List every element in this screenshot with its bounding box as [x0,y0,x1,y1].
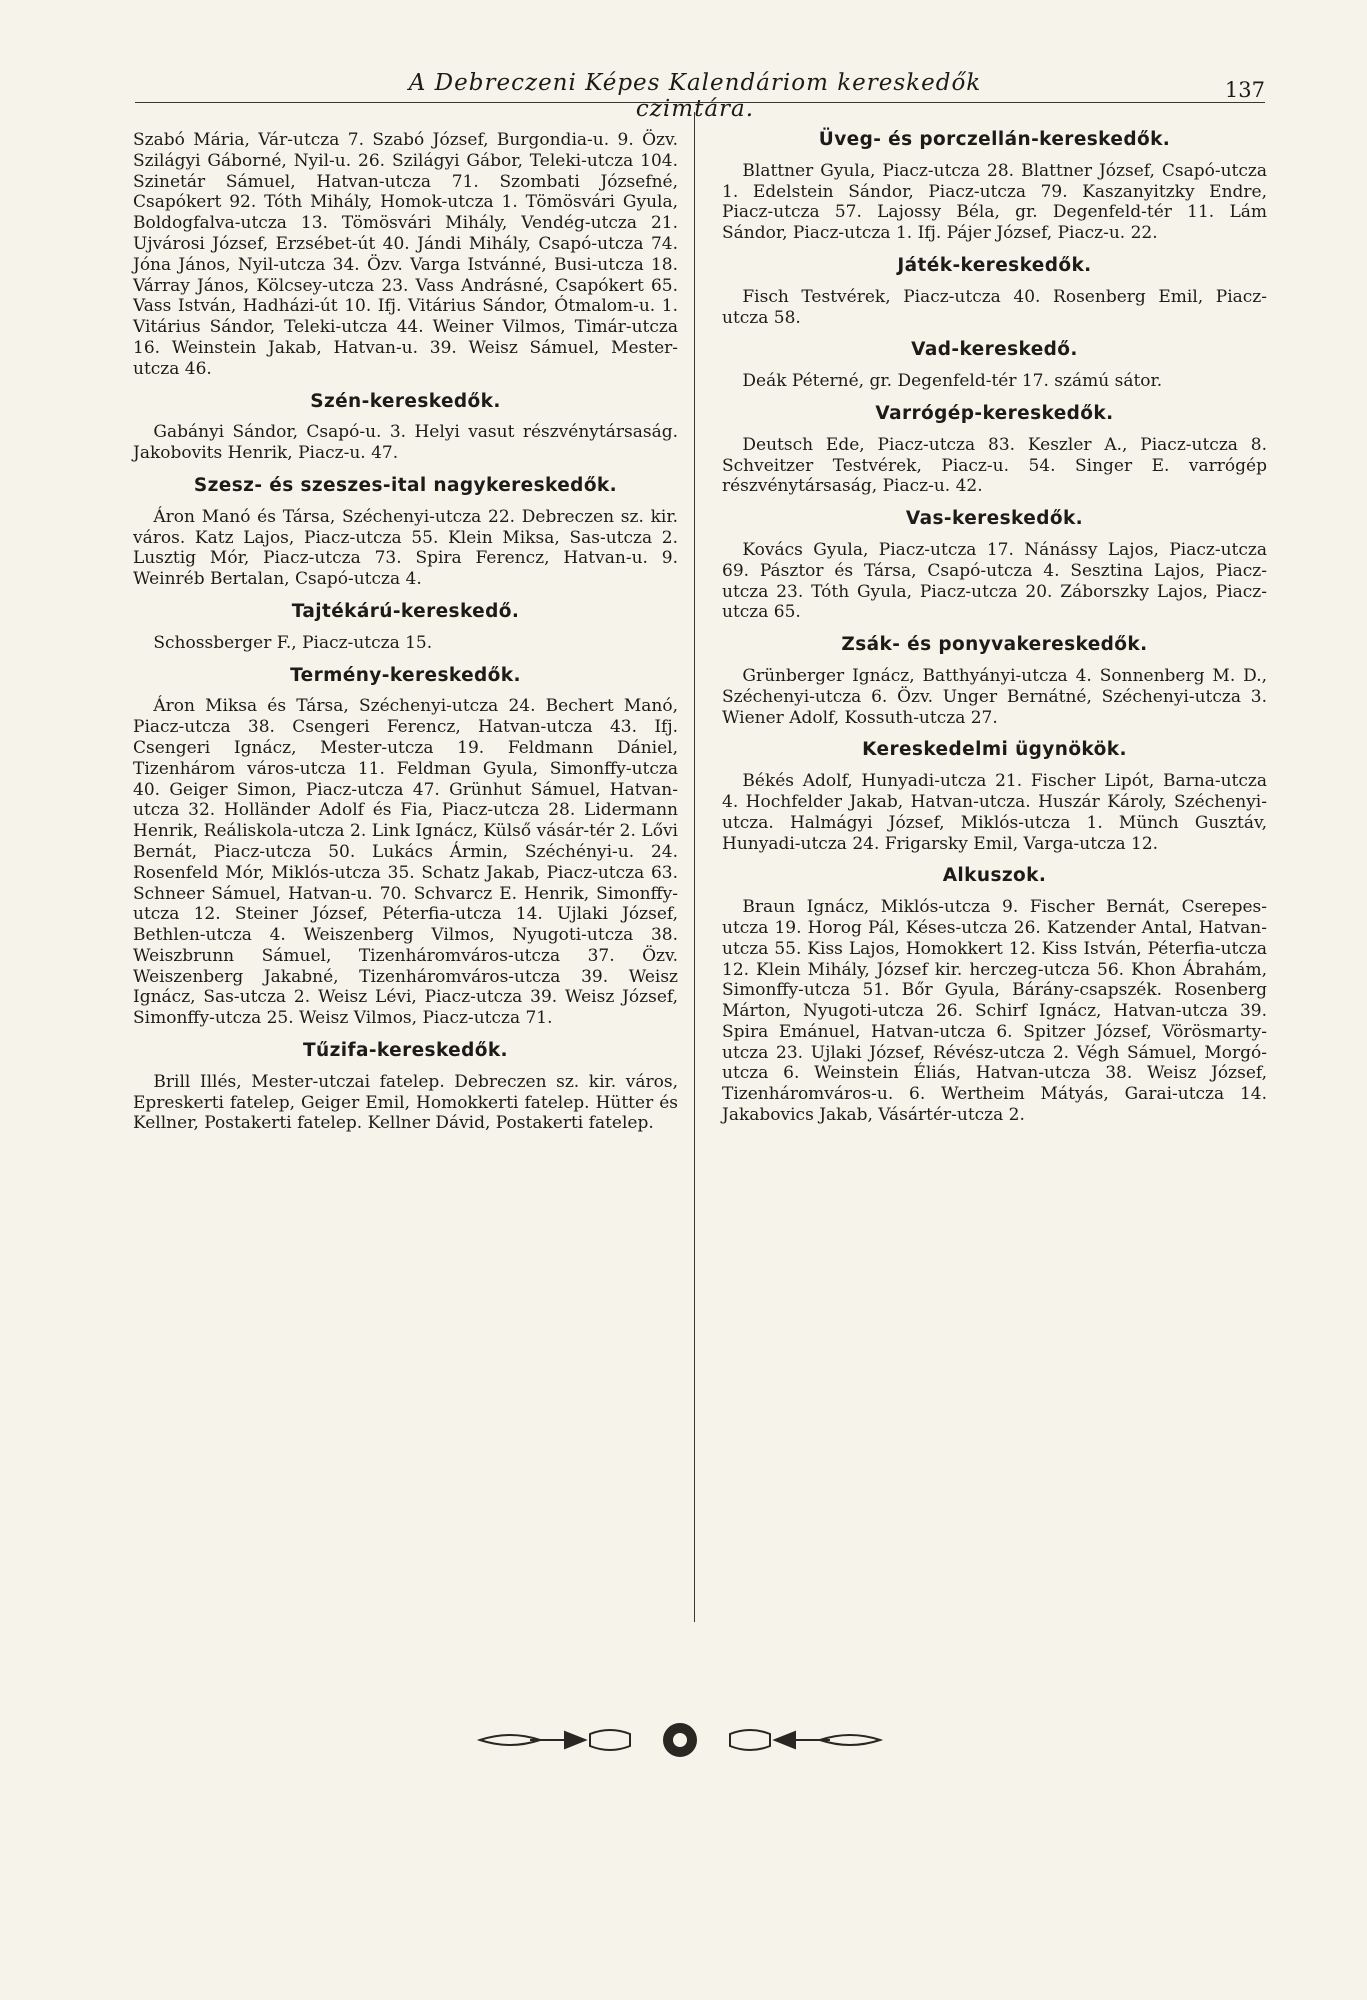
section-jatek-kereskedok [722,256,1267,328]
section-vad-kereskedo [722,340,1267,392]
decorative-tailpiece-icon [470,1720,890,1760]
section-heading: Játék-kereskedők. [897,254,1092,276]
page-header [135,70,1265,122]
section-text: Kovács Gyula, Piacz-utcza 17. Nánássy Lajos, Piacz-utcza 69. Pásztor és Társa, Csapó-utcza 4. Sesztina Lajos, Piacz-utcza 23. Tóth Gyula, Piacz-utcza 20. Záborszky Lajos, Piacz-utcza 65. [722,539,1267,623]
section-text: Braun Ignácz, Miklós-utcza 9. Fischer Bernát, Cserepes-utcza 19. Horog Pál, Késes-utcza 26. Katzender Antal, Hatvan-utcza 55. Kiss Lajos, Homokkert 12. Kiss István, Péterfia-utcza 12. Klein Mihály, József kir. herczeg-utcza 56. Khon Ábrahám, Simonffy-utcza 51. Bőr Gyula, Bárány-csapszék. Rosenberg Márton, Nyugoti-utcza 26. Schirf Ignácz, Hatvan-utcza 39. Spira Emánuel, Hatvan-utcza 6. Spitzer József, Vörösmarty-utcza 23. Ujlaki József, Révész-utcza 2. Végh Sámuel, Morgó-utcza 6. Weinstein Éliás, Hatvan-utcza 38. Weisz József, Tizenháromváros-u. 6. Wertheim Mátyás, Garai-utcza 14. Jakabovics Jakab, Vásártér-utcza 2. [722,897,1267,1126]
section-tajtekaru-kereskedo [133,602,678,654]
section-text: Gabányi Sándor, Csapó-u. 3. Helyi vasut részvénytársaság. Jakobovits Henrik, Piacz-u. 47. [133,422,678,464]
section-text: Áron Miksa és Társa, Széchenyi-utcza 24. Bechert Manó, Piacz-utcza 38. Csengeri Ferencz, Hatvan-utcza 43. Ifj. Csengeri Ignácz, Mester-utcza 19. Feldmann Dániel, Tizenhárom város-utcza 11. Feldman Gyula, Simonffy-utcza 40. Geiger Simon, Piacz-utcza 47. Grünhut Sámuel, Hatvan-utcza 32. Holländer Adolf és Fia, Piacz-utcza 28. Lidermann Henrik, Reáliskola-utcza 2. Link Ignácz, Külső vásár-tér 2. Lővi Bernát, Piacz-utcza 50. Lukács Ármin, Széchényi-u. 24. Rosenfeld Mór, Miklós-utcza 35. Schatz Jakab, Piacz-utcza 63. Schneer Sámuel, Hatvan-u. 70. Schvarcz E. Henrik, Simonffy-utcza 12. Steiner József, Péterfia-utcza 14. Ujlaki József, Bethlen-utcza 4. Weiszenberg Vilmos, Nyugoti-utcza 38. Weiszbrunn Sámuel, Tizenháromváros-utcza 37. Özv. Weiszenberg Jakabné, Tizenháromváros-utcza 39. Weisz Ignácz, Sas-utcza 2. Weisz Lévi, Piacz-utcza 39. Weisz József, Simonffy-utcza 25. Weisz Vilmos, Piacz-utcza 71. [133,696,678,1029]
section-vas-kereskedok [722,509,1267,623]
section-heading: Varrógép-kereskedők. [875,402,1114,424]
section-heading: Tajtékárú-kereskedő. [291,600,520,622]
section-heading: Zsák- és ponyvakereskedők. [841,634,1148,656]
right-column [722,130,1267,1138]
section-heading: Tűzifa-kereskedők. [303,1040,508,1062]
section-text: Brill Illés, Mester-utczai fatelep. Debreczen sz. kir. város, Epreskerti fatelep, Geiger Emil, Homokkerti fatelep. Hütter és Kellner, Postakerti fatelep. Kellner Dávid, Postakerti fatelep. [133,1071,678,1134]
section-heading: Üveg- és porczellán-kereskedők. [818,129,1171,150]
section-kereskedelmi-ugynokok [722,740,1267,854]
running-title: A Debreczeni Képes Kalendáriom kereskedők czimtára. [408,70,982,122]
section-alkuszok [722,866,1267,1126]
section-uveg-porczellan [722,130,1267,244]
section-termeny-kereskedok [133,666,678,1030]
section-text: Szabó Mária, Vár-utcza 7. Szabó József, Burgondia-u. 9. Özv. Szilágyi Gáborné, Nyil-u. 26. Szilágyi Gábor, Teleki-utcza 104. Szinetár Sámuel, Hatvan-utcza 71. Szombati Józsefné, Csapókert 92. Tóth Mihály, Homok-utcza 1. Tömösvári Gyula, Boldogfalva-utcza 13. Tömösvári Mihály, Vendég-utcza 21. Ujvárosi József, Erzsébet-út 40. Jándi Mihály, Csapó-utcza 74. Jóna János, Nyil-utcza 34. Özv. Varga Istvánné, Busi-utcza 18. Várray János, Kölcsey-utcza 23. Vass Andrásné, Csapókert 65. Vass István, Hadházi-út 10. Ifj. Vitárius Sándor, Ótmalom-u. 1. Vitárius Sándor, Teleki-utcza 44. Weiner Vilmos, Timár-utcza 16. Weinstein Jakab, Hatvan-u. 39. Weisz Sámuel, Mester-utcza 46. [133,130,678,379]
section-text: Deutsch Ede, Piacz-utcza 83. Keszler A., Piacz-utcza 8. Schveitzer Testvérek, Piacz-u. 54. Singer E. varrógép részvénytársaság, Piacz-u. 42. [722,434,1267,497]
left-column [133,130,678,1146]
section-text: Fisch Testvérek, Piacz-utcza 40. Rosenberg Emil, Piacz-utcza 58. [722,286,1267,328]
header-rule [135,102,1265,103]
section-continued-list [133,130,678,380]
section-text: Grünberger Ignácz, Batthyányi-utcza 4. Sonnenberg M. D., Széchenyi-utcza 6. Özv. Unger Bernátné, Széchenyi-utcza 3. Wiener Adolf, Kossuth-utcza 27. [722,665,1267,728]
section-varrogep-kereskedok [722,404,1267,497]
section-heading: Termény-kereskedők. [290,664,521,686]
section-heading: Vad-kereskedő. [911,339,1078,361]
section-szen-kereskedok [133,392,678,464]
section-tuzifa-kereskedok [133,1041,678,1134]
section-heading: Vas-kereskedők. [905,508,1084,530]
section-text: Blattner Gyula, Piacz-utcza 28. Blattner József, Csapó-utcza 1. Edelstein Sándor, Piacz-utcza 79. Kaszanyitzky Endre, Piacz-utcza 57. Lajossy Béla, gr. Degenfeld-tér 11. Lám Sándor, Piacz-utcza 1. Ifj. Pájer József, Piacz-u. 22. [722,160,1267,244]
section-zsak-ponyva [722,635,1267,728]
page-number: 137 [1224,78,1265,102]
section-text: Schossberger F., Piacz-utcza 15. [153,632,433,653]
section-text: Áron Manó és Társa, Széchenyi-utcza 22. Debreczen sz. kir. város. Katz Lajos, Piacz-utcza 55. Klein Miksa, Sas-utcza 2. Lusztig Mór, Piacz-utcza 73. Spira Ferencz, Hatvan-u. 9. Weinréb Bertalan, Csapó-utcza 4. [133,506,678,590]
section-text: Békés Adolf, Hunyadi-utcza 21. Fischer Lipót, Barna-utcza 4. Hochfelder Jakab, Hatvan-utcza. Huszár Károly, Széchenyi-utcza. Halmágyi József, Miklós-utcza 1. Münch Gusztáv, Hunyadi-utcza 24. Frigarsky Emil, Varga-utcza 12. [722,771,1267,854]
section-heading: Kereskedelmi ügynökök. [862,739,1127,761]
section-text: Deák Péterné, gr. Degenfeld-tér 17. számú sátor. [742,371,1163,392]
section-szesz-nagykereskedok [133,476,678,590]
column-divider [694,112,695,1622]
section-heading: Szén-kereskedők. [310,390,501,412]
section-heading: Alkuszok. [942,865,1047,887]
section-heading: Szesz- és szeszes-ital nagykereskedők. [193,474,618,496]
